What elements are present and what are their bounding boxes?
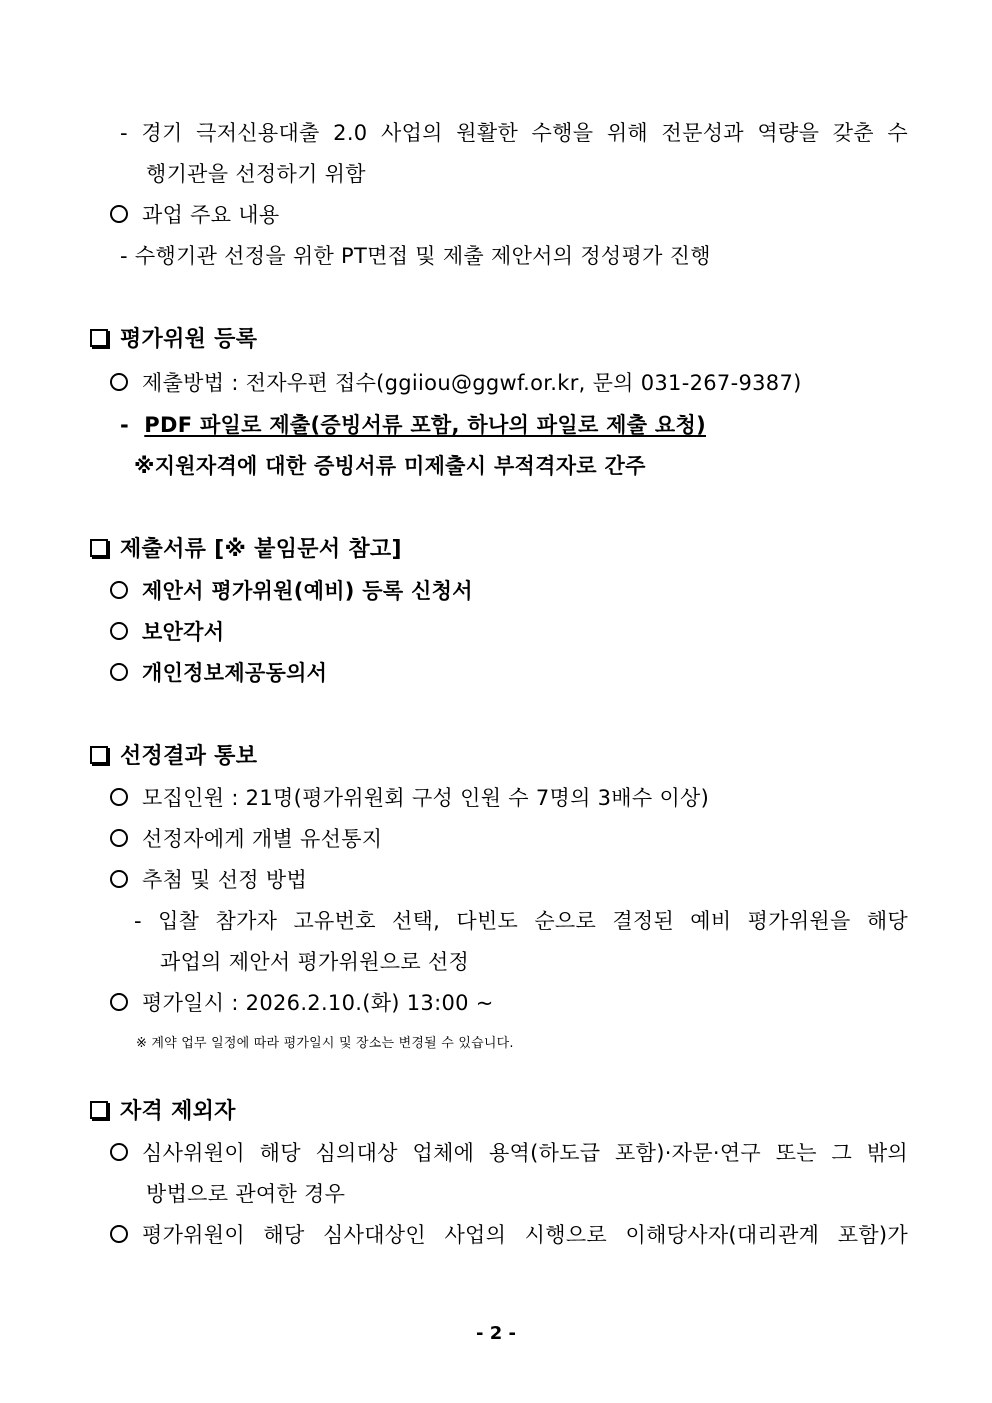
list-item: 개인정보제공동의서 — [110, 658, 327, 688]
list-item: 평가위원이 해당 심사대상인 사업의 시행으로 이해당사자(대리관계 포함)가 — [110, 1220, 908, 1250]
list-item: 평가일시 : 2026.2.10.(화) 13:00 ~ — [110, 988, 494, 1018]
footnote: ※ 계약 업무 일정에 따라 평가일시 및 장소는 변경될 수 있습니다. — [136, 1036, 514, 1051]
text-line: - 입찰 참가자 고유번호 선택, 다빈도 순으로 결정된 예비 평가위원을 해당 — [134, 909, 908, 933]
circle-bullet-icon — [110, 622, 128, 640]
circle-bullet-icon — [110, 1143, 128, 1161]
text-line: - 경기 극저신용대출 2.0 사업의 원활한 수행을 위해 전문성과 역량을 갖춘 수 — [120, 121, 908, 145]
checkbox-bullet-icon — [90, 539, 108, 557]
section-heading: 제출서류 [※ 붙임문서 참고] — [90, 535, 402, 565]
list-item: 추첨 및 선정 방법 — [110, 865, 307, 895]
list-item: 제출방법 : 전자우편 접수(ggiiou@ggwf.or.kr, 문의 031-267-9387) — [110, 368, 802, 398]
section-heading: 선정결과 통보 — [90, 742, 257, 772]
circle-bullet-icon — [110, 205, 128, 223]
section-heading: 평가위원 등록 — [90, 325, 257, 355]
list-item: 심사위원이 해당 심의대상 업체에 용역(하도급 포함)·자문·연구 또는 그 밖의 — [110, 1138, 908, 1168]
list-item: 과업 주요 내용 — [110, 200, 279, 230]
list-item: 보안각서 — [110, 617, 224, 647]
checkbox-bullet-icon — [90, 1101, 108, 1119]
section-heading: 자격 제외자 — [90, 1097, 236, 1127]
checkbox-bullet-icon — [90, 329, 108, 347]
list-item: 선정자에게 개별 유선통지 — [110, 824, 382, 854]
text-line: 과업의 제안서 평가위원으로 선정 — [160, 950, 470, 974]
circle-bullet-icon — [110, 829, 128, 847]
circle-bullet-icon — [110, 663, 128, 681]
text-line: 행기관을 선정하기 위함 — [146, 162, 366, 186]
checkbox-bullet-icon — [90, 746, 108, 764]
circle-bullet-icon — [110, 1225, 128, 1243]
text-line: ※지원자격에 대한 증빙서류 미제출시 부적격자로 간주 — [134, 454, 646, 478]
circle-bullet-icon — [110, 581, 128, 599]
circle-bullet-icon — [110, 870, 128, 888]
underlined-text: PDF 파일로 제출(증빙서류 포함, 하나의 파일로 제출 요청) — [144, 413, 706, 437]
page-number: - 2 - — [476, 1323, 516, 1344]
list-item: 모집인원 : 21명(평가위원회 구성 인원 수 7명의 3배수 이상) — [110, 783, 709, 813]
circle-bullet-icon — [110, 373, 128, 391]
circle-bullet-icon — [110, 993, 128, 1011]
text-line: - PDF 파일로 제출(증빙서류 포함, 하나의 파일로 제출 요청) — [120, 413, 706, 437]
text-line: - 수행기관 선정을 위한 PT면접 및 제출 제안서의 정성평가 진행 — [120, 244, 711, 268]
circle-bullet-icon — [110, 788, 128, 806]
text-line: 방법으로 관여한 경우 — [146, 1182, 346, 1206]
list-item: 제안서 평가위원(예비) 등록 신청서 — [110, 576, 473, 606]
